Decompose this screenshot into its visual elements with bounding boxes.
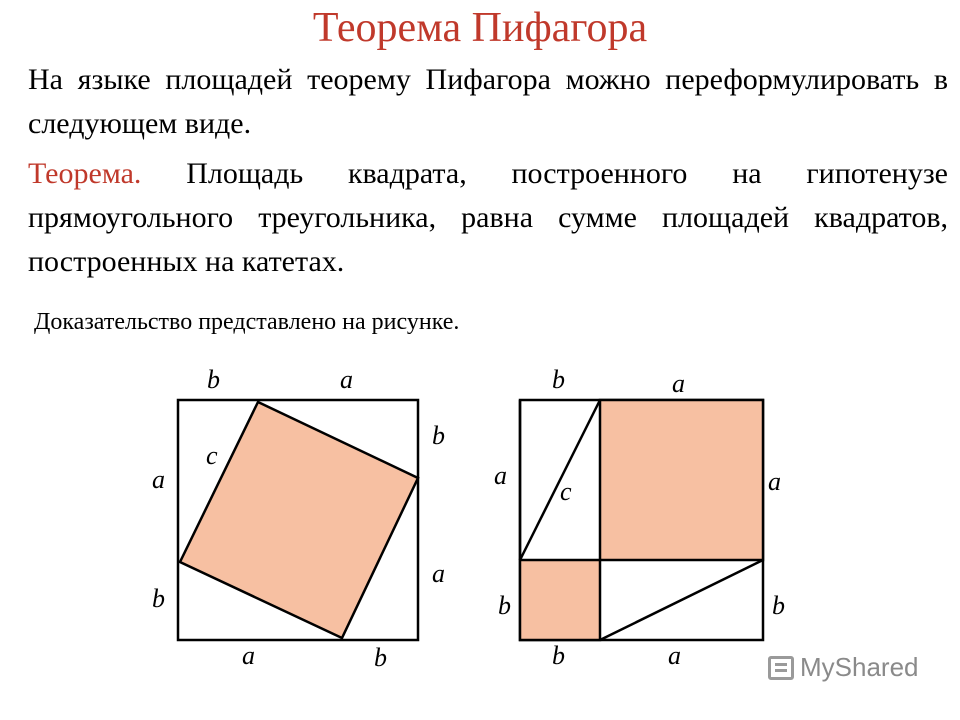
page-title: Теорема Пифагора (312, 5, 648, 51)
square-a (600, 400, 763, 560)
label-right-b: b (432, 421, 445, 450)
label-left-a: a (494, 461, 507, 490)
label-left-a: a (152, 465, 165, 494)
label-left-b: b (152, 584, 165, 613)
label-top-a: a (672, 369, 685, 398)
figure-right (494, 365, 785, 670)
watermark-text: MyShared (800, 652, 919, 682)
theorem-label: Теорема. (28, 157, 142, 190)
label-top-b: b (207, 365, 220, 394)
label-bottom-b: b (374, 643, 387, 672)
theorem-text: Площадь квадрата, построенного на гипотенузе прямоугольного треугольника, равна сумме площадей квадратов, построенных на катетах. (28, 157, 948, 278)
label-bottom-a: a (242, 641, 255, 670)
watermark-logo (768, 652, 919, 683)
figure-left (152, 365, 445, 672)
label-right-a: a (432, 559, 445, 588)
label-hyp-c: c (560, 477, 572, 506)
label-bottom-a: a (668, 641, 681, 670)
label-top-a: a (340, 365, 353, 394)
proof-note: Доказательство представлено на рисунке. (34, 309, 460, 335)
label-bottom-b: b (552, 641, 565, 670)
label-top-b: b (552, 365, 565, 394)
label-right-b: b (772, 591, 785, 620)
label-right-a: a (768, 467, 781, 496)
square-b (520, 560, 600, 640)
label-hyp-c: c (206, 441, 218, 470)
presentation-icon (768, 656, 794, 680)
intro-paragraph: На языке площадей теорему Пифагора можно переформулировать в следующем виде. (28, 63, 948, 140)
label-left-b: b (498, 591, 511, 620)
